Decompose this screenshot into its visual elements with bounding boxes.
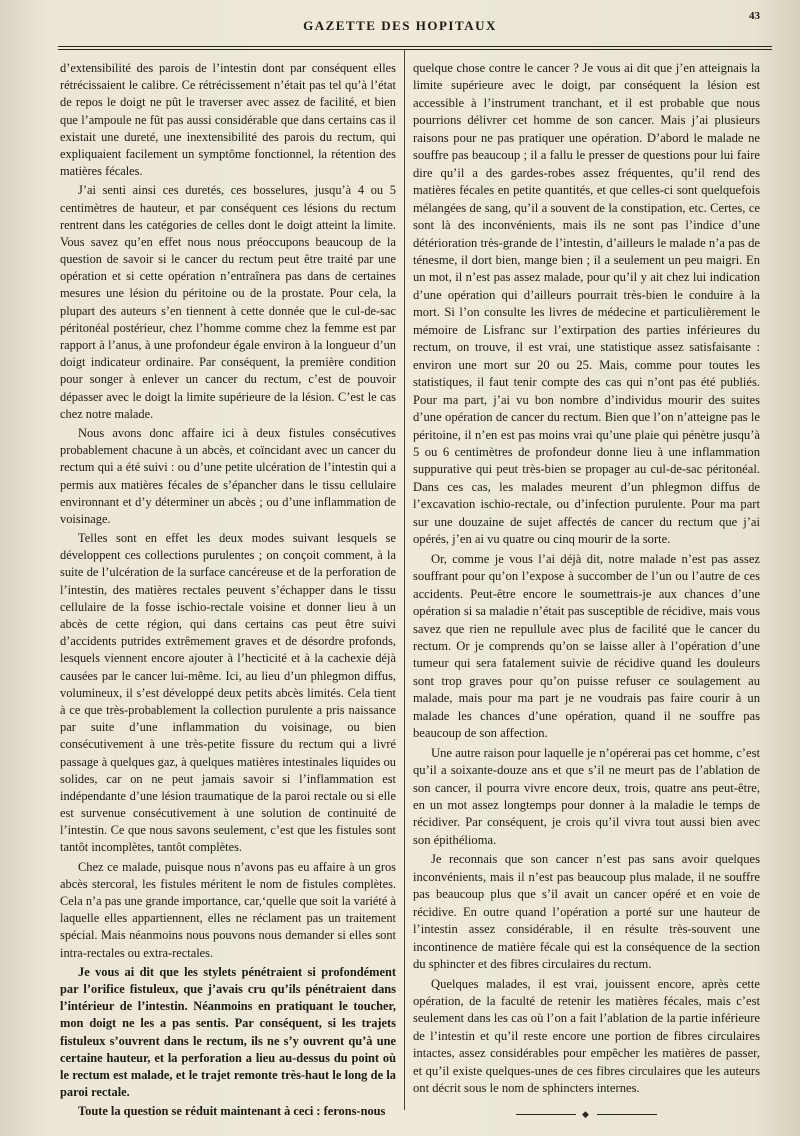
paragraph: Une autre raison pour laquelle je n’opérerai pas cet homme, c’est qu’il a soixante-douze ans et que s’il ne meurt pas de l’ablation de son cancer, il pourra vivre encore deux, trois, quatre ans peut-être, en un mot assez longtemps pour donner à la maladie le temps de récidiver. Par conséquent, je crois qu’il vivra tout aussi bien avec son épithélioma. [413, 745, 760, 847]
paragraph: Or, comme je vous l’ai déjà dit, notre malade n’est pas assez souffrant pour qu’on l’expose à succomber de l’un ou l’autre de ces accidents. Peut-être encore le soumettrais-je aux chances d’une opération si sa maladie n’était pas susceptible de récidive, mais vous savez que rien ne repullule avec plus de facilité que le cancer du rectum. Or je comprends qu’on se laisse aller à l’opération d’une tumeur qui sera fatalement suivie de récidive quand les douleurs sont trop graves pour qu’on puisse refuser ce soulagement au malade, mais pour ma part je ne voudrais pas faire courir à un malade les chances d’une opération, quand il ne souffre pas beaucoup de son affection. [413, 551, 760, 741]
journal-title: GAZETTE DES HOPITAUX [303, 18, 497, 33]
left-column [60, 60, 396, 1122]
paragraph: Toute la question se réduit maintenant à ceci : ferons-nous [78, 1104, 386, 1119]
paragraph: Je vous ai dit que les stylets pénétraient si profondément par l’orifice fistuleux, que j’avais cru qu’ils pénétraient dans l’intérieur de l’intestin. Néanmoins en pratiquant le toucher, mon doigt ne les a pas sentis. Par conséquent, si les trajets fistuleux s’ouvrent dans le rectum, ils ne s’y ouvrent qu’à une certaine hauteur, et la perforation a lieu au-dessus du point où le rectum est malade, et le trajet remonte très-haut le long de la paroi rectale. [60, 964, 396, 1100]
paragraph: d’extensibilité des parois de l’intestin dont par conséquent elles rétrécissaient le calibre. Ce rétrécissement n’était pas tel qu’à l’état de repos le doigt ne pût le traverser avec assez de facilité, et bien que l’ampoule ne fût pas aussi considérable que dans certains cas il existait une dureté, une inextensibilité des parois du rectum, qui expliquaient facilement un symptôme fonctionnel, la rétention des matières fécales. [60, 61, 396, 179]
paragraph: Chez ce malade, puisque nous n’avons pas eu affaire à un gros abcès stercoral, les fistules méritent le nom de fistules complètes. Cela n’a pas une grande importance, car,‘quelle que soit la variété à laquelle elles appartiennent, elles ne réclament pas un traitement spécial. Mais néanmoins nous pouvons nous demander si elles sont intra-rectales ou extra-rectales. [60, 859, 396, 960]
paragraph: Je reconnais que son cancer n’est pas sans avoir quelques inconvénients, mais il n’est pas beaucoup plus malade, il ne souffre pas beaucoup plus que s’il avait un cancer opéré et en voie de récidive. En outre quand l’opération a porté sur une hauteur de l’intestin assez considérable, il en résulte très-souvent une incontinence de matière fécale qui est la conséquence de la section du sphincter et des fibres circulaires du rectum. [413, 852, 760, 972]
page-header [0, 0, 800, 52]
paragraph: Nous avons donc affaire ici à deux fistules consécutives probablement chacune à un abcès, et coïncidant avec un cancer du rectum qui a été suivi : ou d’une petite ulcération de l’intestin qui a permis aux matières fécales de s’épancher dans le tissu cellulaire environnant et d’y déterminer un abcès ; ou d’une inflammation de voisinage. [60, 425, 396, 526]
column-divider [404, 50, 405, 1110]
end-ornament: ◆ [413, 1106, 760, 1124]
paragraph: quelque chose contre le cancer ? Je vous ai dit que j’en atteignais la limite supérieure avec le doigt, par conséquent la lésion est accessible à l’instrument tranchant, et il est probable que nous pourrions délivrer cet homme de son cancer. Mais j’ai plusieurs raisons pour ne pas pratiquer une opération. D’abord le malade ne souffre pas beaucoup ; il a fallu le presser de questions pour lui faire dire qu’il a des gardes-robes assez fréquentes, qu’il rend des matières fécales en petite quantités, et que celles-ci sont quelquefois mélangées de sang, qu’il a souvent de la constipation, etc. Certes, ce sont là des inconvénients, mais ils ne sont pas l’indice d’une détérioration très-grande de l’intestin, d’ailleurs le malade n’a pas de ténesme, il dort bien, mange bien ; il a seulement un peu maigri. En un mot, il n’est pas assez malade, pour qu’il y ait chez lui indication d’une opération qui d’ailleurs pourrait très-bien le conduire à la mort. Si l’on consulte les livres de médecine et particulièrement le mémoire de Lisfranc sur l’extirpation des parties inférieures du rectum, on trouve, il est vrai, une statistique assez satisfaisante : environ une mort sur 20 ou 25. Mais, comme pour toutes les statistiques, il faut tenir compte des cas qui n’ont pas été publiés. Pour ma part, j’ai vu bon nombre d’individus mourir des suites d’une opération de cancer du rectum. Bien que l’on n’atteigne pas le péritoine, il n’en est pas moins vrai qu’une plaie qui pénètre jusqu’à 5 ou 6 centimètres de profondeur donne lieu à une inflammation suppurative qui peut très-bien se propager au cul-de-sac péritonéal. Dans ces cas, les malades meurent d’un phlegmon diffus de l’excavation ischio-rectale, ou d’infection purulente. Pour ma part sur une douzaine de sujet affectés de cancer du rectum que j’ai opérés, j’en ai vu quatre ou cinq mourir de la sorte. [413, 61, 760, 547]
page-number: 43 [749, 10, 760, 22]
paragraph: J’ai senti ainsi ces duretés, ces bosselures, jusqu’à 4 ou 5 centimètres de hauteur, et par conséquent ces lésions du rectum rentrent dans les catégories de celles dont le doigt atteint la limite. Vous savez qu’en effet nous nous préoccupons beaucoup de la question de savoir si le cancer du rectum peut être traité par une opération et si cette opération n’entraînera pas dans de certaines mesures une lésion du péritoine ou de la prostate. Pour cela, la plupart des auteurs s’en tiennent à cette donnée que le cul-de-sac péritonéal postérieur, chez l’homme comme chez la femme est par rapport à l’anus, à une profondeur égale environ à la longueur d’un doigt indicateur ordinaire. Par conséquent, la première condition pour songer à enlever un cancer du rectum, c’est de pouvoir dépasser avec le doigt la limite supérieure de la lésion. C’est le cas chez notre malade. [60, 183, 396, 421]
right-column [413, 60, 760, 1124]
paragraph: Telles sont en effet les deux modes suivant lesquels se développent ces collections purulentes ; on conçoit comment, à la suite de l’ulcération de la surface cancéreuse et de la perforation de l’intestin, des matières rectales peuvent s’échapper dans le tissu cellulaire de la fosse ischio-rectale voisine et donner lieu à un abcès de cette région, qui dans certains cas peut être suivi d’accidents putrides extrêmement graves et de désordre profonds, lesquels viennent encore ajouter à l’hecticité et à la cachexie déjà causées par le cancer lui-même. Ici, au lieu d’un phlegmon diffus, volumineux, il s’est développé deux petits abcès limités. Cela tient à ce que très-probablement la collection purulente a pris naissance par suite d’une inflammation du voisinage, ou bien consécutivement à une très-petite fissure du rectum qui a livré passage à quelques gaz, à quelques matières intestinales liquides ou solides, car on ne peut jamais savoir si l’inflammation est indépendante d’une lésion traumatique de la paroi rectale ou si elle est survenue consécutivement à une solution de continuité de l’intestin. Ce que nous savons seulement, c’est que les fistules sont tantôt incomplètes, tantôt complètes. [60, 531, 396, 855]
header-rule [58, 46, 772, 50]
paragraph: Quelques malades, il est vrai, jouissent encore, après cette opération, de la faculté de retenir les matières fécales, mais c’est seulement dans les cas où l’on a fait l’ablation de la partie inférieure de l’intestin et qu’il reste encore une portion de fibres circulaires intactes, assez considérables pour empêcher les matières de passer, et qu’il existe quelques-unes de ces fibres circulaires que les auteurs ont décrit sous le nom de sphincters internes. [413, 976, 760, 1096]
